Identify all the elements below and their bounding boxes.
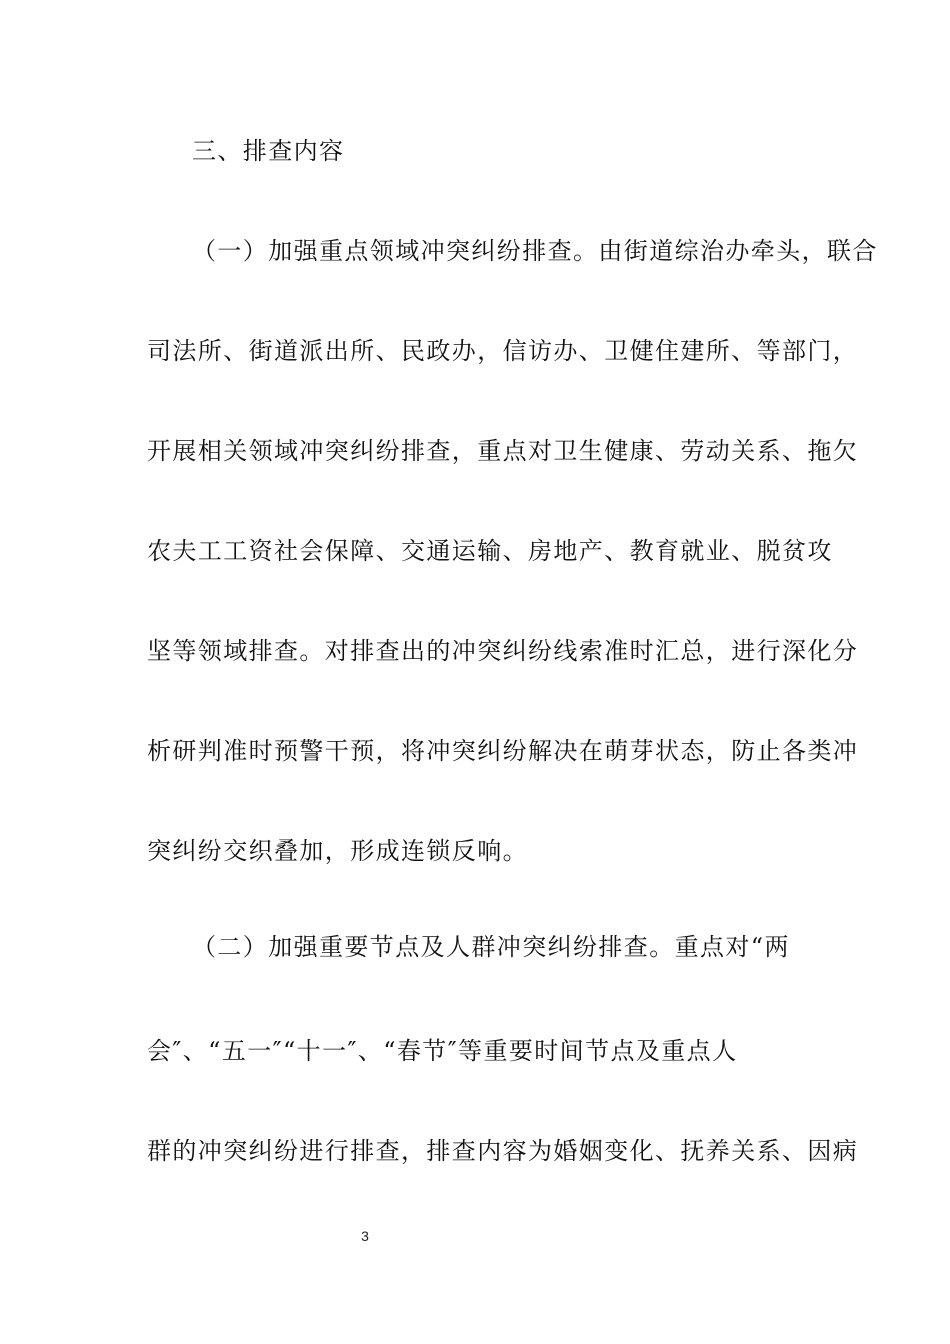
section-heading: 三、排查内容 [192, 137, 345, 165]
paragraph-1-line-1: （一）加强重点领域冲突纠纷排查。由街道综治办牵头，联合 [192, 237, 878, 265]
page-number: 3 [361, 1228, 369, 1244]
paragraph-1-line-4: 农夫工工资社会保障、交通运输、房地产、教育就业、脱贫攻 [147, 537, 833, 565]
paragraph-2-line-3: 群的冲突纠纷进行排查，排查内容为婚姻变化、抚养关系、因病 [147, 1137, 859, 1165]
paragraph-1-line-7: 突纠纷交织叠加，形成连锁反响。 [147, 837, 528, 865]
paragraph-2-line-2: 会″、“五一″“十一″、“春节″等重要时间节点及重点人 [147, 1037, 738, 1065]
paragraph-1-line-2: 司法所、街道派出所、民政办，信访办、卫健住建所、等部门， [147, 337, 859, 365]
paragraph-1-line-6: 析研判准时预警干预，将冲突纠纷解决在萌芽状态，防止各类冲 [147, 737, 859, 765]
paragraph-2-line-1: （二）加强重要节点及人群冲突纠纷排查。重点对“两 [192, 933, 790, 961]
paragraph-1-line-3: 开展相关领域冲突纠纷排查，重点对卫生健康、劳动关系、拖欠 [147, 437, 859, 465]
paragraph-1-line-5: 坚等领域排查。对排查出的冲突纠纷线索准时汇总，进行深化分 [147, 637, 859, 665]
